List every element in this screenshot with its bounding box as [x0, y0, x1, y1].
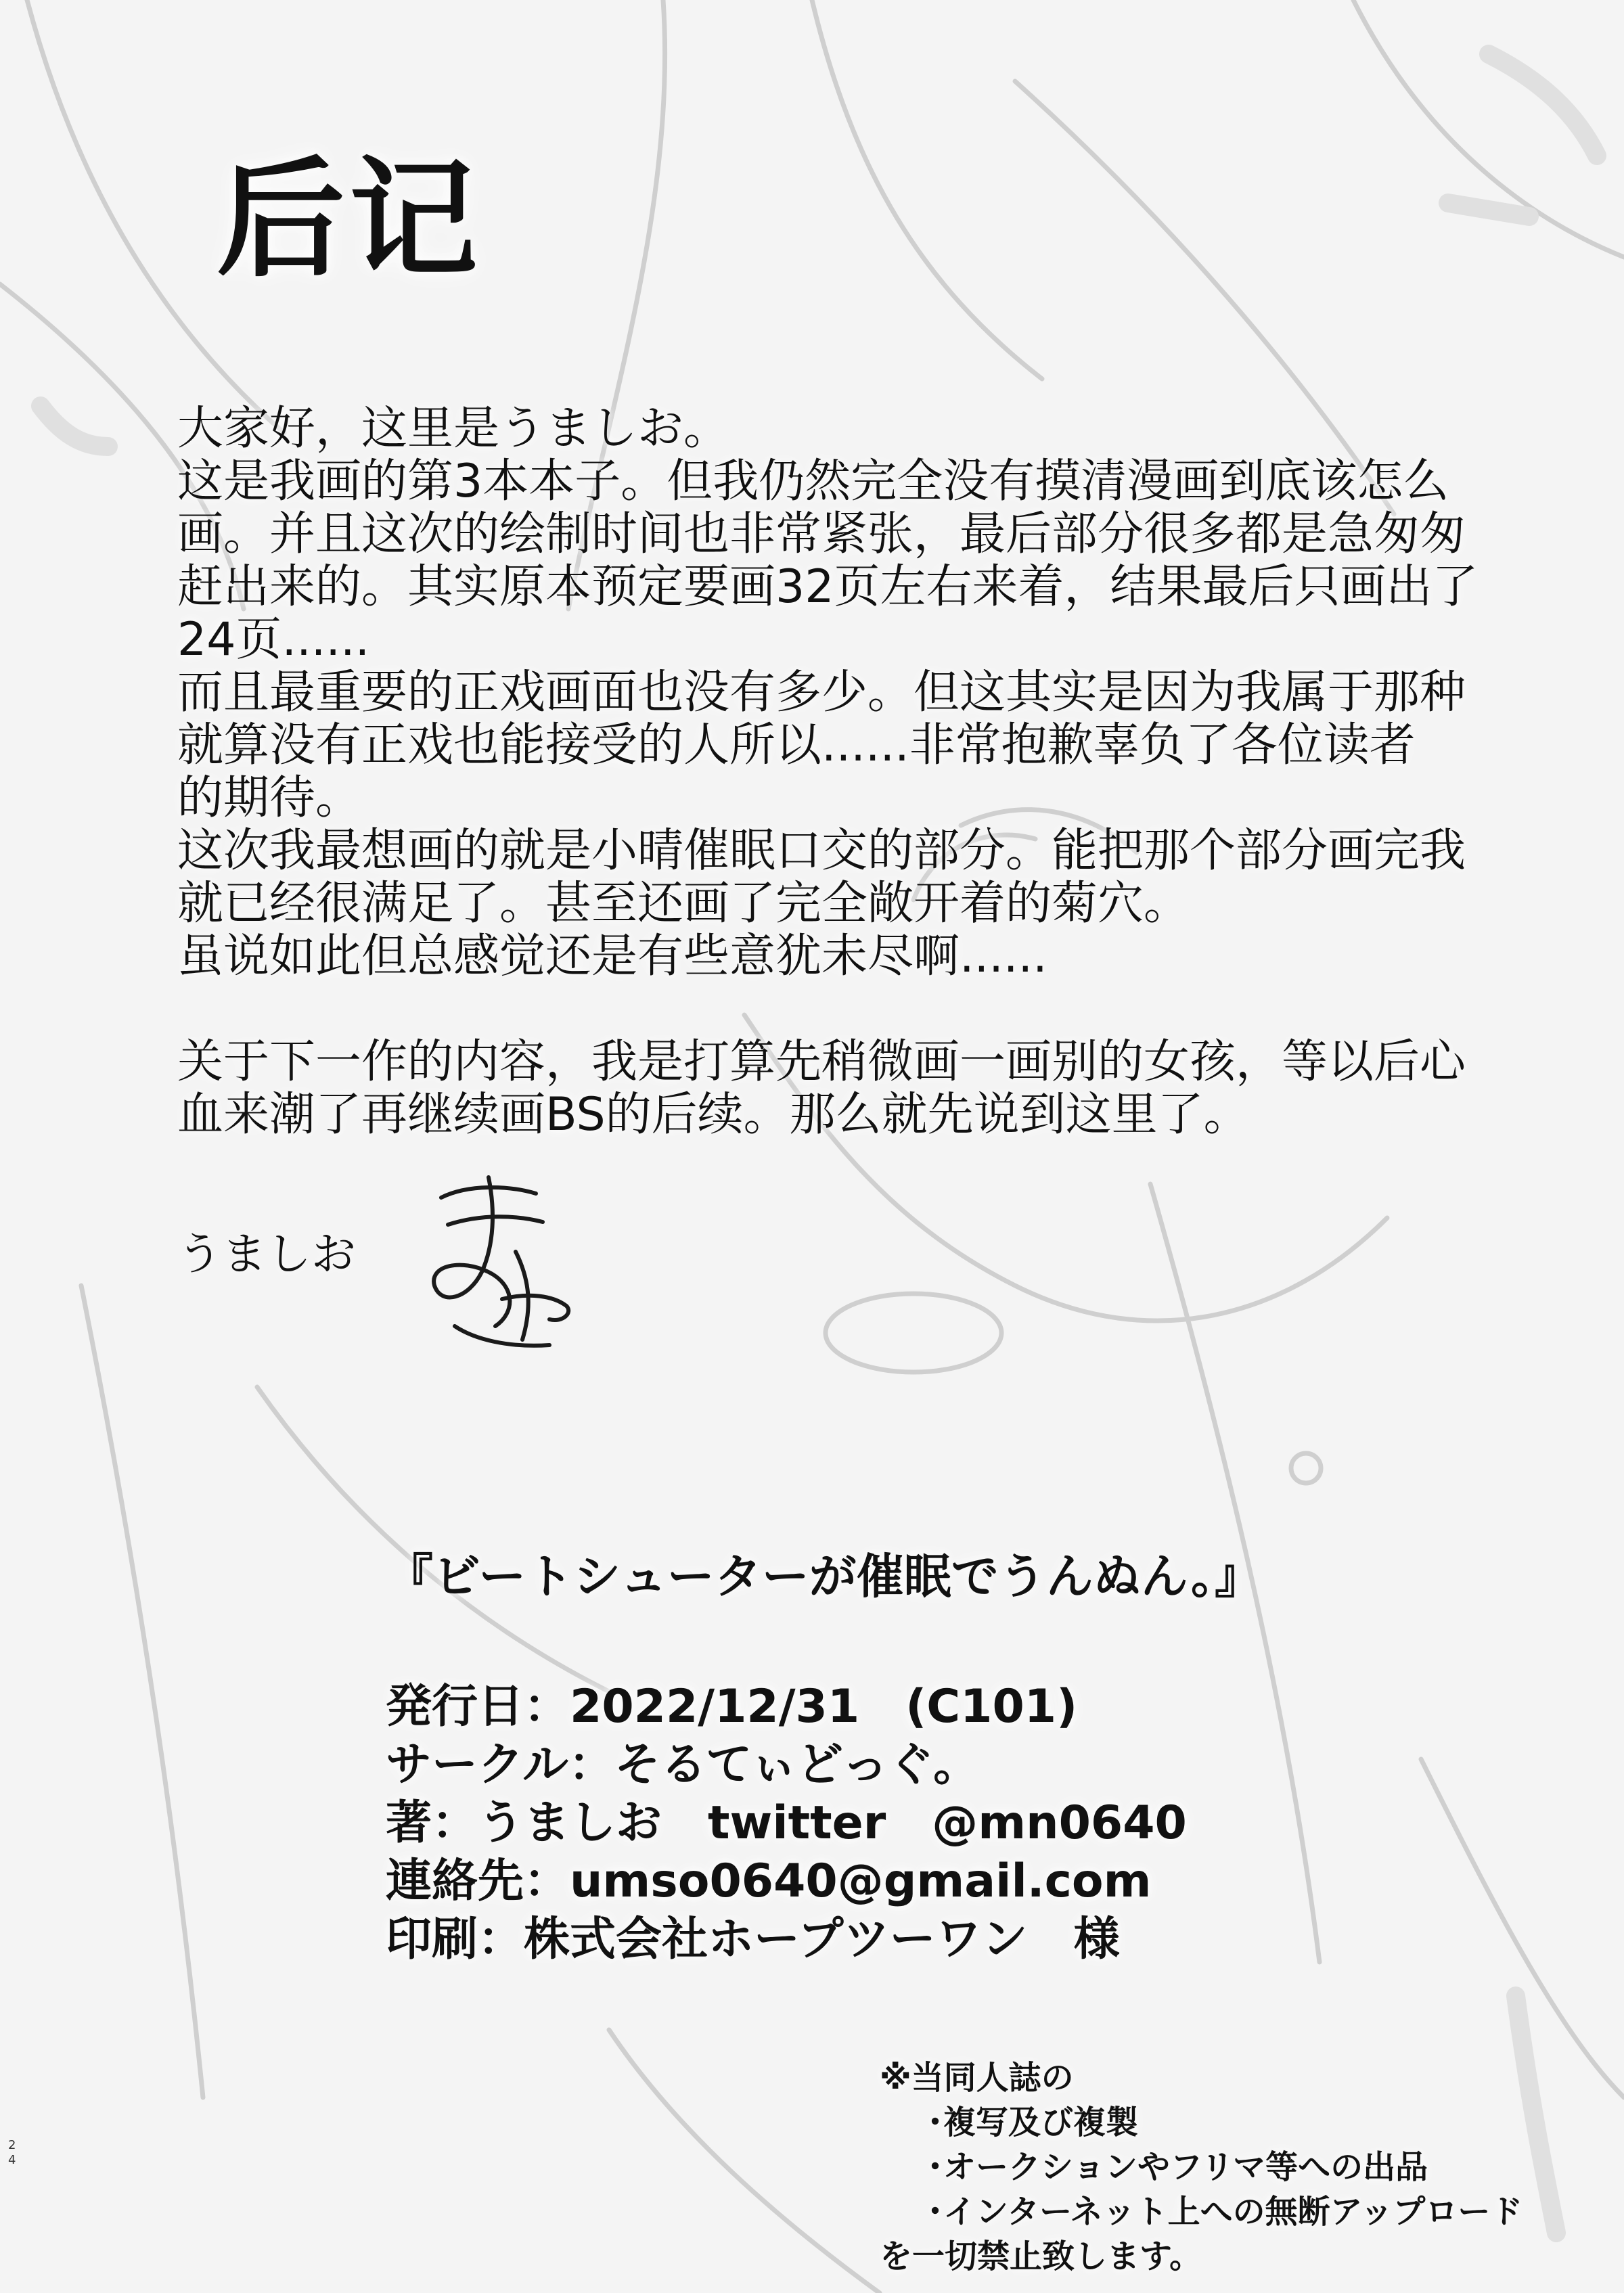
body-line: 而且最重要的正戏画面也没有多少。但这其实是因为我属于那种 [177, 666, 1466, 719]
notice-item: ･オークションやフリマ等への出品 [927, 2148, 1428, 2186]
author-credit: 著：うましお twitter @mn0640 [386, 1796, 1187, 1850]
author-name: うましお [177, 1228, 356, 1280]
copyright-notice [880, 2056, 1522, 2279]
body-line: 虽说如此但总感觉还是有些意犹未尽啊...... [177, 930, 1047, 983]
notice-item: ･複写及び複製 [927, 2104, 1139, 2141]
colophon [386, 1549, 1262, 1969]
book-title: 『ビートシューターが催眠でうんぬん。』 [386, 1549, 1262, 1604]
body-line: 大家好，这里是うましお。 [177, 402, 730, 455]
body-line: 这次我最想画的就是小晴催眠口交的部分。能把那个部分画完我 [177, 824, 1466, 878]
body-line: 关于下一作的内容，我是打算先稍微画一画别的女孩，等以后心 [177, 1035, 1466, 1089]
contact-email: 連絡先：umso0640@gmail.com [386, 1855, 1152, 1908]
body-line: 的期待。 [177, 771, 362, 825]
signature-block [177, 1218, 356, 1282]
afterword-body [177, 403, 1490, 1141]
body-line: 赶出来的。其实原本预定要画32页左右来着，结果最后只画出了 [177, 560, 1479, 614]
notice-footer: を一切禁止致します。 [880, 2238, 1202, 2275]
printer: 印刷：株式会社ホープツーワン 様 [386, 1913, 1120, 1966]
notice-item: ･インターネット上への無断アップロード [927, 2193, 1523, 2231]
notice-header: ※当同人誌の [880, 2059, 1074, 2097]
handwritten-signature [414, 1171, 577, 1367]
paragraph-gap [177, 983, 1490, 1036]
body-line: 画。并且这次的绘制时间也非常紧张，最后部分很多都是急匆匆 [177, 507, 1466, 561]
release-date: 発行日：2022/12/31 (C101) [386, 1680, 1078, 1733]
body-line: 24页...... [177, 613, 370, 666]
page-number: 24 [8, 2138, 16, 2167]
page-heading: 后记 [217, 145, 482, 294]
circle-name: サークル：そるてぃどっぐ。 [386, 1738, 980, 1792]
body-line: 血来潮了再继续画BS的后续。那么就先说到这里了。 [177, 1088, 1250, 1141]
body-line: 这是我画的第3本本子。但我仍然完全没有摸清漫画到底该怎么 [177, 455, 1449, 508]
body-line: 就已经很满足了。甚至还画了完全敞开着的菊穴。 [177, 877, 1190, 930]
body-line: 就算没有正戏也能接受的人所以......非常抱歉辜负了各位读者 [177, 719, 1416, 772]
